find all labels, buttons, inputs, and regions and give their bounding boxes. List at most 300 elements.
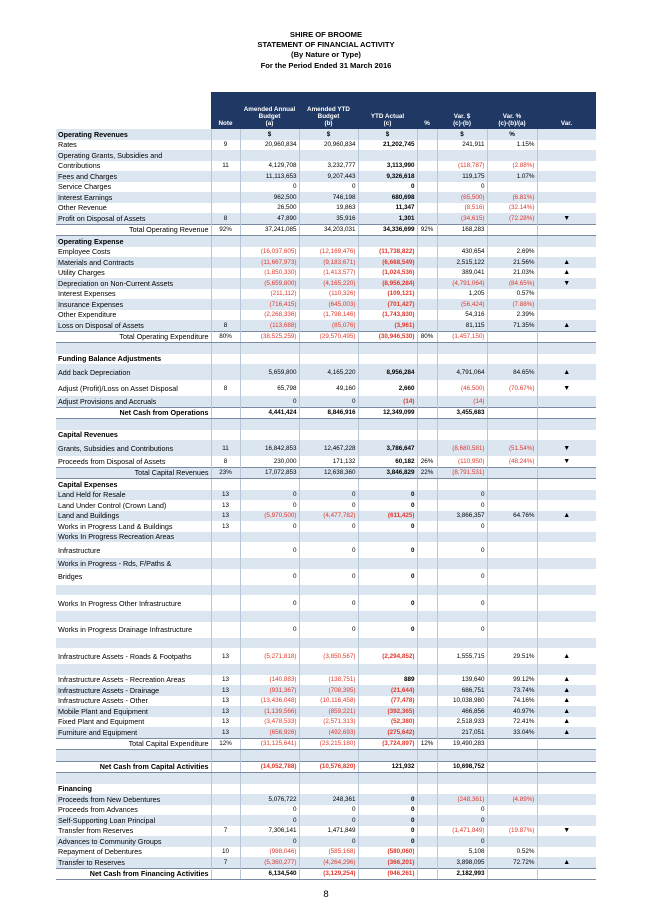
- row-label: Add back Depreciation: [56, 364, 211, 380]
- row-label: Self-Supporting Loan Principal: [56, 815, 211, 826]
- amended-ytd-budget: 248,361: [299, 794, 358, 805]
- variance-pct: 73.74%: [487, 685, 537, 696]
- row-label: Insurance Expenses: [56, 299, 211, 310]
- amended-ytd-budget: (3,850,567): [299, 648, 358, 664]
- variance-indicator: [537, 150, 596, 161]
- header-variance-indicator: Var.: [537, 92, 596, 129]
- amended-annual-budget: (5,659,800): [240, 278, 299, 289]
- variance-indicator: ▲: [537, 675, 596, 686]
- table-row: [56, 236, 596, 247]
- table-row: [56, 585, 596, 596]
- amended-annual-budget: [240, 532, 299, 543]
- table-row: [56, 310, 596, 321]
- amended-ytd-budget: 0: [299, 542, 358, 558]
- ytd-pct: [417, 569, 437, 585]
- variance-indicator: [537, 331, 596, 343]
- amended-ytd-budget: (110,326): [299, 289, 358, 300]
- variance-amount: 0: [437, 805, 487, 816]
- row-label: Other Revenue: [58, 203, 107, 213]
- variance-amount: 3,866,357: [437, 511, 487, 522]
- ytd-pct: [417, 203, 437, 214]
- variance-pct: (51.54%): [487, 440, 537, 456]
- row-label: Capital Expenses: [58, 479, 118, 489]
- amended-ytd-budget: (645,003): [299, 299, 358, 310]
- row-label: Contributions: [58, 161, 101, 171]
- variance-indicator: [537, 396, 596, 407]
- ytd-pct: [417, 161, 437, 172]
- ytd-actual: 3,113,990: [358, 161, 417, 172]
- table-row: [56, 500, 596, 511]
- row-note: [211, 257, 240, 268]
- amended-ytd-budget: (12,169,476): [299, 247, 358, 258]
- variance-amount: 0: [437, 542, 487, 558]
- table-row: [56, 847, 596, 858]
- variance-indicator: [537, 310, 596, 321]
- row-note: [211, 868, 240, 880]
- variance-amount: (8,516): [437, 203, 487, 214]
- table-row: [56, 467, 596, 479]
- amended-ytd-budget: 0: [299, 805, 358, 816]
- row-note: 13: [211, 685, 240, 696]
- variance-amount: 2,515,122: [437, 257, 487, 268]
- variance-indicator: [537, 761, 596, 773]
- variance-indicator: [537, 595, 596, 611]
- variance-amount: (46,500): [437, 380, 487, 396]
- row-note: [211, 558, 240, 569]
- row-label: Infrastructure: [58, 545, 101, 555]
- amended-annual-budget: (3,478,533): [240, 717, 299, 728]
- variance-indicator: [537, 638, 596, 649]
- row-label: Works in Progress Land & Buildings: [58, 521, 173, 531]
- variance-pct: 64.76%: [487, 511, 537, 522]
- ytd-actual: 12,349,099: [358, 407, 417, 419]
- ytd-actual: $: [358, 129, 417, 140]
- ytd-actual: [358, 430, 417, 441]
- ytd-pct: [417, 364, 437, 380]
- amended-annual-budget: [240, 150, 299, 161]
- variance-amount: [437, 479, 487, 490]
- amended-ytd-budget: (23,215,180): [299, 738, 358, 750]
- amended-annual-budget: (31,125,641): [240, 738, 299, 750]
- amended-annual-budget: [240, 558, 299, 569]
- variance-indicator: [537, 343, 596, 354]
- row-label: Furniture and Equipment: [56, 727, 211, 738]
- variance-pct: [487, 407, 537, 419]
- amended-ytd-budget: 1,471,849: [299, 826, 358, 837]
- ytd-actual: 0: [358, 569, 417, 585]
- amended-ytd-budget: 19,863: [299, 203, 358, 214]
- row-note: [211, 430, 240, 441]
- amended-annual-budget: [240, 664, 299, 675]
- row-label: Net Cash from Financing Activities: [56, 868, 211, 880]
- variance-amount: [437, 532, 487, 543]
- header-pct: %: [417, 92, 437, 129]
- variance-pct: [487, 622, 537, 638]
- table-row: [56, 257, 596, 268]
- ytd-pct: [417, 558, 437, 569]
- variance-amount: 0: [437, 182, 487, 193]
- amended-annual-budget: 230,000: [240, 456, 299, 467]
- variance-pct: (7.88%): [487, 299, 537, 310]
- amended-ytd-budget: 34,203,031: [299, 224, 358, 236]
- row-note: [211, 129, 240, 140]
- variance-pct: [487, 236, 537, 247]
- variance-pct: 40.97%: [487, 706, 537, 717]
- row-note: [211, 343, 240, 354]
- amended-annual-budget: [240, 611, 299, 622]
- amended-ytd-budget: 0: [299, 500, 358, 511]
- table-row: [56, 569, 596, 585]
- table-row: [56, 638, 596, 649]
- ytd-actual: (611,425): [358, 511, 417, 522]
- row-label: Repayment of Debentures: [58, 847, 142, 857]
- amended-annual-budget: (14,052,788): [240, 761, 299, 773]
- variance-amount: 3,898,095: [437, 857, 487, 868]
- row-note: [211, 805, 240, 816]
- table-row: [56, 430, 596, 441]
- variance-indicator: [537, 868, 596, 880]
- variance-pct: 99.12%: [487, 675, 537, 686]
- row-label: Total Operating Expenditure: [56, 331, 211, 343]
- table-row: [56, 343, 596, 354]
- amended-annual-budget: (38,525,259): [240, 331, 299, 343]
- ytd-actual: [358, 343, 417, 354]
- ytd-pct: [417, 595, 437, 611]
- row-label: Proceeds from Advances: [58, 805, 138, 815]
- table-row: [56, 826, 596, 837]
- amended-ytd-budget: [299, 236, 358, 247]
- variance-amount: 4,791,064: [437, 364, 487, 380]
- row-label: Interest Expenses: [58, 289, 116, 299]
- amended-ytd-budget: [299, 558, 358, 569]
- ytd-actual: (109,121): [358, 289, 417, 300]
- amended-ytd-budget: 12,467,228: [299, 440, 358, 456]
- variance-pct: 72.72%: [487, 857, 537, 868]
- financial-activity-table: [56, 92, 596, 880]
- row-label: Total Capital Revenues: [56, 467, 211, 479]
- amended-annual-budget: 4,441,424: [240, 407, 299, 419]
- row-note: [211, 419, 240, 430]
- amended-annual-budget: 0: [240, 595, 299, 611]
- ytd-pct: [417, 532, 437, 543]
- variance-indicator: ▼: [537, 440, 596, 456]
- ytd-actual: 0: [358, 836, 417, 847]
- row-note: [211, 836, 240, 847]
- row-note: 11: [211, 161, 240, 172]
- amended-ytd-budget: 8,846,916: [299, 407, 358, 419]
- row-label: Grants, Subsidies and Contributions: [56, 440, 211, 456]
- variance-pct: [487, 784, 537, 795]
- row-note: [211, 278, 240, 289]
- table-row: [56, 161, 596, 172]
- row-label: [56, 343, 211, 354]
- variance-amount: (65,500): [437, 192, 487, 203]
- table-row: [56, 696, 596, 707]
- variance-pct: (4.89%): [487, 794, 537, 805]
- ytd-actual: 0: [358, 542, 417, 558]
- amended-annual-budget: 26,500: [240, 203, 299, 214]
- ytd-actual: 3,846,829: [358, 467, 417, 479]
- variance-amount: 0: [437, 815, 487, 826]
- variance-amount: 3,455,683: [437, 407, 487, 419]
- variance-amount: (1,457,150): [437, 331, 487, 343]
- amended-ytd-budget: 0: [299, 521, 358, 532]
- row-label: Proceeds from New Debentures: [56, 794, 211, 805]
- ytd-pct: 22%: [417, 467, 437, 479]
- variance-pct: (72.28%): [487, 213, 537, 224]
- amended-ytd-budget: (4,477,782): [299, 511, 358, 522]
- row-note: 8: [211, 456, 240, 467]
- variance-indicator: ▲: [537, 685, 596, 696]
- table-row: [56, 490, 596, 501]
- variance-indicator: [537, 182, 596, 193]
- ytd-pct: 26%: [417, 456, 437, 467]
- amended-annual-budget: (5,271,818): [240, 648, 299, 664]
- variance-amount: [437, 664, 487, 675]
- ytd-pct: [417, 815, 437, 826]
- ytd-actual: 0: [358, 595, 417, 611]
- ytd-pct: [417, 440, 437, 456]
- variance-pct: %: [487, 129, 537, 140]
- ytd-pct: [417, 847, 437, 858]
- row-note: 7: [211, 826, 240, 837]
- variance-pct: (48.24%): [487, 456, 537, 467]
- ytd-pct: [417, 685, 437, 696]
- row-note: [211, 299, 240, 310]
- variance-pct: (70.67%): [487, 380, 537, 396]
- row-note: [211, 773, 240, 784]
- table-row: [56, 192, 596, 203]
- table-row: [56, 648, 596, 664]
- variance-indicator: [537, 622, 596, 638]
- variance-indicator: ▲: [537, 320, 596, 331]
- amended-ytd-budget: [299, 664, 358, 675]
- table-row: [56, 794, 596, 805]
- row-label: Total Capital Expenditure: [56, 738, 211, 750]
- amended-ytd-budget: (3,129,254): [299, 868, 358, 880]
- amended-annual-budget: (1,850,330): [240, 268, 299, 279]
- table-row: [56, 727, 596, 738]
- table-row: [56, 440, 596, 456]
- variance-pct: 74.16%: [487, 696, 537, 707]
- variance-amount: (34,615): [437, 213, 487, 224]
- variance-pct: [487, 521, 537, 532]
- variance-indicator: [537, 430, 596, 441]
- row-label: Net Cash from Operations: [56, 407, 211, 419]
- ytd-pct: [417, 696, 437, 707]
- row-note: 8: [211, 380, 240, 396]
- table-row: [56, 511, 596, 522]
- ytd-pct: [417, 727, 437, 738]
- row-note: 13: [211, 696, 240, 707]
- row-note: [211, 622, 240, 638]
- variance-indicator: [537, 467, 596, 479]
- variance-indicator: [537, 203, 596, 214]
- row-note: [211, 638, 240, 649]
- ytd-pct: [417, 140, 437, 151]
- amended-ytd-budget: 9,207,443: [299, 171, 358, 182]
- row-note: 92%: [211, 224, 240, 236]
- ytd-actual: (52,380): [358, 717, 417, 728]
- table-row: [56, 129, 596, 140]
- row-label: [56, 638, 211, 649]
- variance-amount: $: [437, 129, 487, 140]
- ytd-pct: [417, 419, 437, 430]
- row-label: Capital Revenues: [58, 430, 118, 440]
- amended-ytd-budget: 746,198: [299, 192, 358, 203]
- ytd-pct: [417, 490, 437, 501]
- table-row: [56, 706, 596, 717]
- amended-annual-budget: (211,112): [240, 289, 299, 300]
- row-label: Other Expenditure: [58, 310, 117, 320]
- variance-amount: [437, 558, 487, 569]
- variance-amount: [437, 343, 487, 354]
- amended-ytd-budget: (492,693): [299, 727, 358, 738]
- row-note: [211, 585, 240, 596]
- amended-ytd-budget: 0: [299, 490, 358, 501]
- table-row: [56, 611, 596, 622]
- amended-annual-budget: 47,890: [240, 213, 299, 224]
- variance-indicator: ▲: [537, 717, 596, 728]
- variance-indicator: ▼: [537, 213, 596, 224]
- ytd-actual: 680,698: [358, 192, 417, 203]
- variance-indicator: [537, 738, 596, 750]
- ytd-actual: (11,738,822): [358, 247, 417, 258]
- variance-amount: [437, 750, 487, 762]
- row-note: [211, 794, 240, 805]
- variance-pct: [487, 558, 537, 569]
- amended-ytd-budget: 0: [299, 836, 358, 847]
- variance-amount: [437, 430, 487, 441]
- variance-pct: (84.65%): [487, 278, 537, 289]
- variance-indicator: [537, 664, 596, 675]
- variance-indicator: [537, 532, 596, 543]
- variance-amount: 1,555,715: [437, 648, 487, 664]
- variance-indicator: [537, 171, 596, 182]
- ytd-actual: (392,365): [358, 706, 417, 717]
- ytd-pct: 12%: [417, 738, 437, 750]
- table-row: [56, 140, 596, 151]
- variance-indicator: [537, 419, 596, 430]
- amended-annual-budget: 11,113,653: [240, 171, 299, 182]
- variance-indicator: ▲: [537, 706, 596, 717]
- amended-annual-budget: [240, 354, 299, 365]
- variance-pct: 21.03%: [487, 268, 537, 279]
- variance-pct: [487, 738, 537, 750]
- amended-ytd-budget: 3,232,777: [299, 161, 358, 172]
- row-note: 13: [211, 706, 240, 717]
- table-row: [56, 171, 596, 182]
- variance-indicator: [537, 585, 596, 596]
- variance-indicator: ▲: [537, 857, 596, 868]
- row-note: [211, 289, 240, 300]
- amended-annual-budget: 0: [240, 836, 299, 847]
- amended-annual-budget: [240, 585, 299, 596]
- table-row: [56, 213, 596, 224]
- variance-pct: 29.51%: [487, 648, 537, 664]
- amended-ytd-budget: (859,221): [299, 706, 358, 717]
- ytd-actual: (2,294,852): [358, 648, 417, 664]
- variance-indicator: [537, 192, 596, 203]
- amended-annual-budget: (931,367): [240, 685, 299, 696]
- ytd-pct: [417, 836, 437, 847]
- variance-amount: 686,751: [437, 685, 487, 696]
- row-note: [211, 815, 240, 826]
- table-row: [56, 836, 596, 847]
- ytd-pct: [417, 299, 437, 310]
- variance-indicator: [537, 542, 596, 558]
- amended-ytd-budget: [299, 419, 358, 430]
- variance-amount: 5,108: [437, 847, 487, 858]
- row-note: [211, 354, 240, 365]
- amended-annual-budget: 17,072,853: [240, 467, 299, 479]
- ytd-actual: (8,956,284): [358, 278, 417, 289]
- row-label: Loss on Disposal of Assets: [56, 320, 211, 331]
- ytd-actual: 21,202,745: [358, 140, 417, 151]
- row-note: [211, 396, 240, 407]
- row-label: Proceeds from Disposal of Assets: [58, 456, 166, 466]
- variance-amount: [437, 585, 487, 596]
- variance-indicator: [537, 569, 596, 585]
- amended-ytd-budget: (9,183,671): [299, 257, 358, 268]
- row-label: Works In Progress Recreation Areas: [56, 532, 211, 543]
- variance-amount: 81,115: [437, 320, 487, 331]
- row-note: [211, 247, 240, 258]
- table-row: [56, 622, 596, 638]
- ytd-actual: 11,347: [358, 203, 417, 214]
- variance-indicator: ▼: [537, 456, 596, 467]
- row-label: Service Charges: [58, 182, 112, 192]
- statement-title: STATEMENT OF FINANCIAL ACTIVITY: [257, 40, 395, 50]
- variance-pct: [487, 664, 537, 675]
- amended-annual-budget: 65,798: [240, 380, 299, 396]
- row-label: Land Under Control (Crown Land): [58, 500, 167, 510]
- ytd-actual: 0: [358, 622, 417, 638]
- variance-indicator: [537, 784, 596, 795]
- ytd-pct: [417, 773, 437, 784]
- row-note: 80%: [211, 331, 240, 343]
- ytd-pct: [417, 717, 437, 728]
- table-row: [56, 268, 596, 279]
- row-label: [56, 585, 211, 596]
- amended-annual-budget: 20,960,834: [240, 140, 299, 151]
- header-variance: Var. $ (c)-(b): [437, 92, 487, 129]
- ytd-actual: 0: [358, 182, 417, 193]
- row-label: Financing: [58, 784, 92, 794]
- variance-indicator: [537, 558, 596, 569]
- variance-amount: (56,424): [437, 299, 487, 310]
- table-row: [56, 717, 596, 728]
- variance-amount: 241,911: [437, 140, 487, 151]
- table-row: [56, 664, 596, 675]
- variance-pct: [487, 467, 537, 479]
- amended-ytd-budget: (2,571,313): [299, 717, 358, 728]
- row-label: Total Operating Revenue: [56, 224, 211, 236]
- ytd-pct: [417, 268, 437, 279]
- variance-pct: [487, 490, 537, 501]
- amended-annual-budget: 0: [240, 815, 299, 826]
- amended-ytd-budget: [299, 585, 358, 596]
- amended-ytd-budget: (138,751): [299, 675, 358, 686]
- variance-amount: 139,640: [437, 675, 487, 686]
- ytd-actual: [358, 585, 417, 596]
- amended-annual-budget: 0: [240, 490, 299, 501]
- amended-ytd-budget: 12,638,360: [299, 467, 358, 479]
- variance-pct: [487, 750, 537, 762]
- table-row: [56, 761, 596, 773]
- amended-annual-budget: (16,037,605): [240, 247, 299, 258]
- ytd-pct: [417, 826, 437, 837]
